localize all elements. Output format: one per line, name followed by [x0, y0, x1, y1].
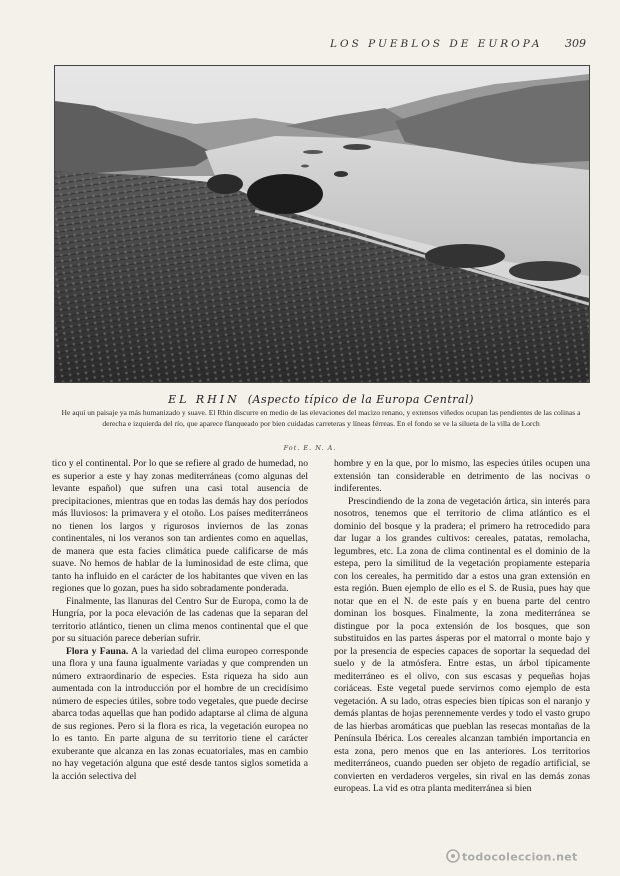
figure-caption: He aquí un paisaje ya más humanizado y suave. El Rhin discurre en medio de las elevaciones del macizo renano, y extensos viñedos ocupan las pendientes de las colinas a derecha e izquierda del río, que aparece flanqueado por bien cuidadas carreteras y líneas férreas. En el fondo se ve la silueta de la villa de Lorch	[61, 408, 581, 428]
flora-fauna-text: A la variedad del clima europeo corresponde una flora y una fauna igualmente variadas y que comprenden un número extraordinario de especies. Esta riqueza ha sido aun aumentada con la introducción por el hombre de un crecidísimo número de especies útiles, sobre todo vegetales, que puede decirse abarca todas aquellas que han podido adaptarse al clima de alguna de sus regiones. Pero si la flora es rica, la vegetación europea no lo es tanto. En parte alguna de su territorio tiene el carácter exuberante que alcanza en las zonas ecuatoriales, mas en cambio no hay vegetación alguna que esté desde tantos siglos sometida a la acción selectiva del	[52, 645, 308, 782]
left-paragraph-1: tico y el continental. Por lo que se refiere al grado de humedad, no es superior a este y hay zonas mediterráneas (como algunas del levante español) que sufren una casi total ausencia de precipitaciones, mientras que en todas las demás hay dos períodos más lluviosos: la primavera y el otoño. Los países mediterráneos no tienen los largos y rigurosos inviernos de las zonas continentales, ni los veranos son tan ardientes como en aquellas, de manera que esta facies climática puede calificarse de más suave. No hemos de hablar de la luminosidad de este clima, que tanto ha influido en el carácter de los habitantes que viven en las regiones que lo gozan, pues ha sido sobradamente ponderada.	[52, 458, 308, 594]
rhine-photo	[54, 65, 590, 383]
watermark	[446, 849, 578, 866]
watermark-text: todocoleccion.net	[462, 850, 578, 864]
flora-fauna-paragraph	[52, 646, 308, 784]
section-subheading: Flora y Fauna.	[66, 645, 129, 657]
page-number: 309	[565, 37, 586, 50]
photo-credit: Fot. E. N. A.	[283, 444, 337, 452]
figure-title-text: EL RHIN	[168, 393, 240, 406]
running-title: LOS PUEBLOS DE EUROPA	[330, 38, 543, 50]
left-column	[52, 458, 308, 783]
right-column	[334, 458, 590, 796]
watermark-logo-icon	[446, 849, 460, 866]
left-paragraph-2: Finalmente, las llanuras del Centro Sur de Europa, como la de Hungría, por la poca elevación de las cadenas que la separan del territorio atlántico, tienen un clima menos continental que el que por su situación parece deberían sufrir.	[52, 595, 308, 644]
right-paragraph-2: Prescindiendo de la zona de vegetación ártica, sin interés para nosotros, tenemos que el territorio de clima atlántico es el dominio del bosque y la pradera; el primero ha retrocedido para dar lugar a los grandes cultivos: cereales, patatas, remolacha, legumbres, etc. La zona de clima continental es el dominio de la estepa, pero la similitud de la vegetación propiamente esteparia con los cereales, ha permitido dar a estos una gran extensión en esta región. Buen ejemplo de ello es el S. de Rusia, pues hay que notar que en el N. de este país y en buena parte del centro dominan los bosques. Finalmente, la zona mediterránea se distingue por la poca extensión de los bosques, que son substituidos en las partes ásperas por el matorral o monte bajo y por la presencia de especies capaces de soportar la sequedad del suelo y de la atmósfera. Entre estas, un árbol típicamente mediterráneo es el olivo, con sus escasas y pequeñas hojas coriáceas. Este vegetal puede servirnos como ejemplo de esta vegetación. A su lado, otras especies bien típicas son el naranjo y demás plantas de hojas perennemente verdes y todo el vasto grupo de las hierbas aromáticas que pueblan las resecas montañas de la Península Ibérica. Los cereales alcanzan también importancia en esta zona, pero menos que en las anteriores. Los territorios mediterráneos, cuando pueden ser objeto de regadío artificial, se convierten en verdaderos vergeles, sin rival en las demás zonas europeas. La vid es otra planta mediterránea si bien	[334, 495, 590, 794]
figure-title	[54, 393, 588, 406]
figure-subtitle: (Aspecto típico de la Europa Central)	[247, 393, 474, 406]
right-paragraph-1: hombre y en la que, por lo mismo, las especies útiles ocupen una extensión tan considerable en detrimento de las nocivas o indiferentes.	[334, 458, 590, 494]
